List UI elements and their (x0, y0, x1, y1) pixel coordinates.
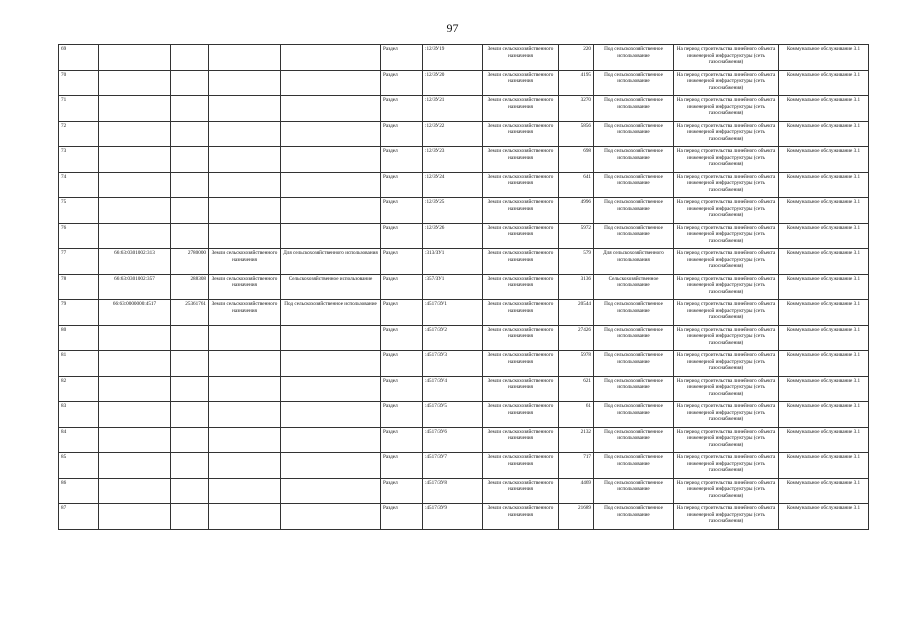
use-type-code: Коммунальное обслуживание 3.1 (779, 325, 869, 351)
source-permitted-use (281, 453, 381, 479)
permitted-use: Под сельскохозяйственное использование (594, 402, 674, 428)
source-land-category (209, 427, 281, 453)
source-permitted-use (281, 223, 381, 249)
plot-designation: :4517/ЗУ9 (423, 504, 483, 530)
plot-designation: :4517/ЗУ2 (423, 325, 483, 351)
source-land-category (209, 70, 281, 96)
use-type-code: Коммунальное обслуживание 3.1 (779, 402, 869, 428)
plot-area: 717 (559, 453, 594, 479)
plot-area: 4195 (559, 70, 594, 96)
land-category: Земли сельскохозяйственного назначения (483, 121, 559, 147)
use-type-code: Коммунальное обслуживание 3.1 (779, 147, 869, 173)
source-permitted-use (281, 172, 381, 198)
permitted-use: Под сельскохозяйственное использование (594, 96, 674, 122)
use-type-code: Коммунальное обслуживание 3.1 (779, 198, 869, 224)
use-type-code: Коммунальное обслуживание 3.1 (779, 249, 869, 275)
land-category: Земли сельскохозяйственного назначения (483, 427, 559, 453)
table-row (59, 402, 869, 428)
cadastral-number: 66:63:0000000:4517 (99, 300, 171, 326)
source-land-category (209, 198, 281, 224)
cadastral-number (99, 172, 171, 198)
row-number: 85 (59, 453, 99, 479)
source-permitted-use (281, 121, 381, 147)
permitted-use: Под сельскохозяйственное использование (594, 45, 674, 71)
land-category: Земли сельскохозяйственного назначения (483, 376, 559, 402)
plot-area: 3270 (559, 96, 594, 122)
cadastral-number (99, 198, 171, 224)
permitted-use: Под сельскохозяйственное использование (594, 453, 674, 479)
cadastral-number: 66:63:0301002:357 (99, 274, 171, 300)
source-area (171, 121, 209, 147)
source-area (171, 198, 209, 224)
table-row (59, 147, 869, 173)
source-land-category (209, 351, 281, 377)
permitted-use: Под сельскохозяйственное использование (594, 172, 674, 198)
source-area: 2780000 (171, 249, 209, 275)
source-land-category (209, 402, 281, 428)
formation-purpose: На период строительства линейного объекта инженерной инфраструктуры (сеть газоснабжения) (674, 300, 779, 326)
land-category: Земли сельскохозяйственного назначения (483, 70, 559, 96)
source-area (171, 147, 209, 173)
source-land-category (209, 96, 281, 122)
formation-purpose: На период строительства линейного объекта инженерной инфраструктуры (сеть газоснабжения) (674, 402, 779, 428)
source-permitted-use (281, 402, 381, 428)
use-type-code: Коммунальное обслуживание 3.1 (779, 96, 869, 122)
formation-purpose: На период строительства линейного объекта инженерной инфраструктуры (сеть газоснабжения) (674, 198, 779, 224)
land-category: Земли сельскохозяйственного назначения (483, 274, 559, 300)
plot-designation: :12/ЗУ20 (423, 70, 483, 96)
use-type-code: Коммунальное обслуживание 3.1 (779, 45, 869, 71)
cadastral-number (99, 70, 171, 96)
use-type-code: Коммунальное обслуживание 3.1 (779, 478, 869, 504)
use-type-code: Коммунальное обслуживание 3.1 (779, 300, 869, 326)
source-permitted-use (281, 478, 381, 504)
source-land-category (209, 478, 281, 504)
row-number: 69 (59, 45, 99, 71)
land-plots-table (58, 44, 869, 530)
source-area: 25361761 (171, 300, 209, 326)
row-number: 73 (59, 147, 99, 173)
row-number: 79 (59, 300, 99, 326)
plot-designation: :12/ЗУ26 (423, 223, 483, 249)
plot-area: 621 (559, 376, 594, 402)
use-type-code: Коммунальное обслуживание 3.1 (779, 453, 869, 479)
source-permitted-use (281, 198, 381, 224)
table-row (59, 351, 869, 377)
page-number: 97 (446, 21, 459, 35)
formation-purpose: На период строительства линейного объекта инженерной инфраструктуры (сеть газоснабжения) (674, 274, 779, 300)
plot-area: 220 (559, 45, 594, 71)
row-number: 72 (59, 121, 99, 147)
land-category: Земли сельскохозяйственного назначения (483, 96, 559, 122)
plot-area: 21689 (559, 504, 594, 530)
land-category: Земли сельскохозяйственного назначения (483, 249, 559, 275)
source-land-category: Земли сельскохозяйственного назначения (209, 249, 281, 275)
land-category: Земли сельскохозяйственного назначения (483, 223, 559, 249)
cadastral-number (99, 402, 171, 428)
formation-method: Раздел (381, 351, 423, 377)
permitted-use: Под сельскохозяйственное использование (594, 198, 674, 224)
source-area (171, 427, 209, 453)
plot-designation: :12/ЗУ24 (423, 172, 483, 198)
cadastral-number (99, 504, 171, 530)
table-row (59, 427, 869, 453)
plot-designation: :4517/ЗУ4 (423, 376, 483, 402)
table-row (59, 325, 869, 351)
formation-method: Раздел (381, 427, 423, 453)
plot-area: 4996 (559, 198, 594, 224)
land-category: Земли сельскохозяйственного назначения (483, 325, 559, 351)
plot-designation: :4517/ЗУ3 (423, 351, 483, 377)
cadastral-number (99, 147, 171, 173)
permitted-use: Сельскохозяйственное использование (594, 274, 674, 300)
cadastral-number (99, 45, 171, 71)
use-type-code: Коммунальное обслуживание 3.1 (779, 70, 869, 96)
plot-designation: :313/ЗУ1 (423, 249, 483, 275)
cadastral-number (99, 427, 171, 453)
row-number: 71 (59, 96, 99, 122)
table-row (59, 70, 869, 96)
permitted-use: Под сельскохозяйственное использование (594, 223, 674, 249)
table-body (59, 45, 869, 530)
use-type-code: Коммунальное обслуживание 3.1 (779, 121, 869, 147)
source-permitted-use (281, 96, 381, 122)
table-row (59, 45, 869, 71)
source-permitted-use (281, 351, 381, 377)
land-category: Земли сельскохозяйственного назначения (483, 300, 559, 326)
permitted-use: Под сельскохозяйственное использование (594, 504, 674, 530)
formation-purpose: На период строительства линейного объекта инженерной инфраструктуры (сеть газоснабжения) (674, 172, 779, 198)
table-row (59, 478, 869, 504)
formation-purpose: На период строительства линейного объекта инженерной инфраструктуры (сеть газоснабжения) (674, 70, 779, 96)
use-type-code: Коммунальное обслуживание 3.1 (779, 351, 869, 377)
formation-method: Раздел (381, 70, 423, 96)
formation-purpose: На период строительства линейного объекта инженерной инфраструктуры (сеть газоснабжения) (674, 478, 779, 504)
permitted-use: Под сельскохозяйственное использование (594, 147, 674, 173)
formation-method: Раздел (381, 45, 423, 71)
permitted-use: Под сельскохозяйственное использование (594, 121, 674, 147)
row-number: 70 (59, 70, 99, 96)
source-permitted-use (281, 504, 381, 530)
source-permitted-use (281, 147, 381, 173)
formation-purpose: На период строительства линейного объекта инженерной инфраструктуры (сеть газоснабжения) (674, 121, 779, 147)
source-land-category (209, 223, 281, 249)
row-number: 84 (59, 427, 99, 453)
source-area (171, 325, 209, 351)
cadastral-number (99, 96, 171, 122)
formation-method: Раздел (381, 376, 423, 402)
row-number: 86 (59, 478, 99, 504)
table-row (59, 300, 869, 326)
source-area (171, 504, 209, 530)
use-type-code: Коммунальное обслуживание 3.1 (779, 504, 869, 530)
plot-designation: :357/ЗУ1 (423, 274, 483, 300)
plot-designation: :12/ЗУ23 (423, 147, 483, 173)
plot-designation: :4517/ЗУ5 (423, 402, 483, 428)
source-area (171, 96, 209, 122)
formation-method: Раздел (381, 147, 423, 173)
table-row (59, 223, 869, 249)
formation-method: Раздел (381, 453, 423, 479)
plot-designation: :4517/ЗУ1 (423, 300, 483, 326)
row-number: 80 (59, 325, 99, 351)
formation-purpose: На период строительства линейного объекта инженерной инфраструктуры (сеть газоснабжения) (674, 223, 779, 249)
cadastral-number (99, 478, 171, 504)
use-type-code: Коммунальное обслуживание 3.1 (779, 376, 869, 402)
table-row (59, 376, 869, 402)
land-category: Земли сельскохозяйственного назначения (483, 198, 559, 224)
plot-area: 61 (559, 402, 594, 428)
source-permitted-use (281, 427, 381, 453)
source-land-category (209, 504, 281, 530)
row-number: 87 (59, 504, 99, 530)
source-land-category (209, 325, 281, 351)
formation-purpose: На период строительства линейного объекта инженерной инфраструктуры (сеть газоснабжения) (674, 351, 779, 377)
permitted-use: Под сельскохозяйственное использование (594, 300, 674, 326)
formation-purpose: На период строительства линейного объекта инженерной инфраструктуры (сеть газоснабжения) (674, 45, 779, 71)
land-category: Земли сельскохозяйственного назначения (483, 402, 559, 428)
land-category: Земли сельскохозяйственного назначения (483, 504, 559, 530)
table-row (59, 198, 869, 224)
formation-method: Раздел (381, 402, 423, 428)
table-row (59, 172, 869, 198)
row-number: 78 (59, 274, 99, 300)
source-land-category (209, 147, 281, 173)
table-row (59, 504, 869, 530)
row-number: 76 (59, 223, 99, 249)
plot-designation: :4517/ЗУ8 (423, 478, 483, 504)
source-permitted-use (281, 325, 381, 351)
plot-designation: :12/ЗУ19 (423, 45, 483, 71)
cadastral-number (99, 325, 171, 351)
source-permitted-use (281, 376, 381, 402)
plot-designation: :12/ЗУ21 (423, 96, 483, 122)
source-area (171, 70, 209, 96)
plot-designation: :4517/ЗУ7 (423, 453, 483, 479)
formation-method: Раздел (381, 300, 423, 326)
row-number: 74 (59, 172, 99, 198)
formation-method: Раздел (381, 325, 423, 351)
source-area: 288308 (171, 274, 209, 300)
formation-purpose: На период строительства линейного объекта инженерной инфраструктуры (сеть газоснабжения) (674, 325, 779, 351)
plot-area: 5972 (559, 223, 594, 249)
use-type-code: Коммунальное обслуживание 3.1 (779, 427, 869, 453)
formation-purpose: На период строительства линейного объекта инженерной инфраструктуры (сеть газоснабжения) (674, 504, 779, 530)
cadastral-number: 66:63:0301002:313 (99, 249, 171, 275)
formation-method: Раздел (381, 121, 423, 147)
formation-purpose: На период строительства линейного объекта инженерной инфраструктуры (сеть газоснабжения) (674, 376, 779, 402)
formation-purpose: На период строительства линейного объекта инженерной инфраструктуры (сеть газоснабжения) (674, 427, 779, 453)
source-permitted-use (281, 70, 381, 96)
permitted-use: Под сельскохозяйственное использование (594, 351, 674, 377)
plot-area: 20544 (559, 300, 594, 326)
formation-purpose: На период строительства линейного объекта инженерной инфраструктуры (сеть газоснабжения) (674, 453, 779, 479)
source-area (171, 45, 209, 71)
formation-method: Раздел (381, 96, 423, 122)
row-number: 81 (59, 351, 99, 377)
plot-area: 5978 (559, 351, 594, 377)
cadastral-number (99, 223, 171, 249)
use-type-code: Коммунальное обслуживание 3.1 (779, 172, 869, 198)
source-area (171, 351, 209, 377)
permitted-use: Под сельскохозяйственное использование (594, 70, 674, 96)
source-land-category: Земли сельскохозяйственного назначения (209, 300, 281, 326)
formation-method: Раздел (381, 504, 423, 530)
formation-purpose: На период строительства линейного объекта инженерной инфраструктуры (сеть газоснабжения) (674, 249, 779, 275)
source-land-category (209, 45, 281, 71)
plot-area: 641 (559, 172, 594, 198)
plot-area: 27426 (559, 325, 594, 351)
row-number: 77 (59, 249, 99, 275)
formation-method: Раздел (381, 478, 423, 504)
plot-designation: :12/ЗУ22 (423, 121, 483, 147)
land-category: Земли сельскохозяйственного назначения (483, 351, 559, 377)
plot-designation: :4517/ЗУ6 (423, 427, 483, 453)
source-area (171, 402, 209, 428)
plot-area: 698 (559, 147, 594, 173)
row-number: 82 (59, 376, 99, 402)
table-row (59, 96, 869, 122)
use-type-code: Коммунальное обслуживание 3.1 (779, 274, 869, 300)
cadastral-number (99, 121, 171, 147)
source-area (171, 172, 209, 198)
permitted-use: Под сельскохозяйственное использование (594, 478, 674, 504)
table-row (59, 453, 869, 479)
source-permitted-use: Под сельскохозяйственное использование (281, 300, 381, 326)
land-category: Земли сельскохозяйственного назначения (483, 147, 559, 173)
use-type-code: Коммунальное обслуживание 3.1 (779, 223, 869, 249)
table-row (59, 249, 869, 275)
formation-method: Раздел (381, 198, 423, 224)
plot-area: 2132 (559, 427, 594, 453)
plot-area: 5856 (559, 121, 594, 147)
formation-method: Раздел (381, 172, 423, 198)
cadastral-number (99, 351, 171, 377)
plot-area: 4469 (559, 478, 594, 504)
source-land-category: Земли сельскохозяйственного назначения (209, 274, 281, 300)
source-permitted-use (281, 45, 381, 71)
land-category: Земли сельскохозяйственного назначения (483, 172, 559, 198)
land-category: Земли сельскохозяйственного назначения (483, 478, 559, 504)
permitted-use: Для сельскохозяйственного использования (594, 249, 674, 275)
table-row (59, 121, 869, 147)
source-area (171, 376, 209, 402)
table-row (59, 274, 869, 300)
permitted-use: Под сельскохозяйственное использование (594, 325, 674, 351)
source-permitted-use: Сельскохозяйственное использование (281, 274, 381, 300)
plot-area: 579 (559, 249, 594, 275)
plot-area: 3136 (559, 274, 594, 300)
source-area (171, 223, 209, 249)
formation-purpose: На период строительства линейного объекта инженерной инфраструктуры (сеть газоснабжения) (674, 96, 779, 122)
source-area (171, 478, 209, 504)
formation-purpose: На период строительства линейного объекта инженерной инфраструктуры (сеть газоснабжения) (674, 147, 779, 173)
source-land-category (209, 172, 281, 198)
land-category: Земли сельскохозяйственного назначения (483, 453, 559, 479)
cadastral-number (99, 376, 171, 402)
land-category: Земли сельскохозяйственного назначения (483, 45, 559, 71)
row-number: 75 (59, 198, 99, 224)
permitted-use: Под сельскохозяйственное использование (594, 427, 674, 453)
permitted-use: Под сельскохозяйственное использование (594, 376, 674, 402)
source-land-category (209, 121, 281, 147)
formation-method: Раздел (381, 223, 423, 249)
formation-method: Раздел (381, 249, 423, 275)
formation-method: Раздел (381, 274, 423, 300)
row-number: 83 (59, 402, 99, 428)
source-land-category (209, 453, 281, 479)
source-permitted-use: Для сельскохозяйственного использования (281, 249, 381, 275)
source-area (171, 453, 209, 479)
source-land-category (209, 376, 281, 402)
cadastral-number (99, 453, 171, 479)
plot-designation: :12/ЗУ25 (423, 198, 483, 224)
